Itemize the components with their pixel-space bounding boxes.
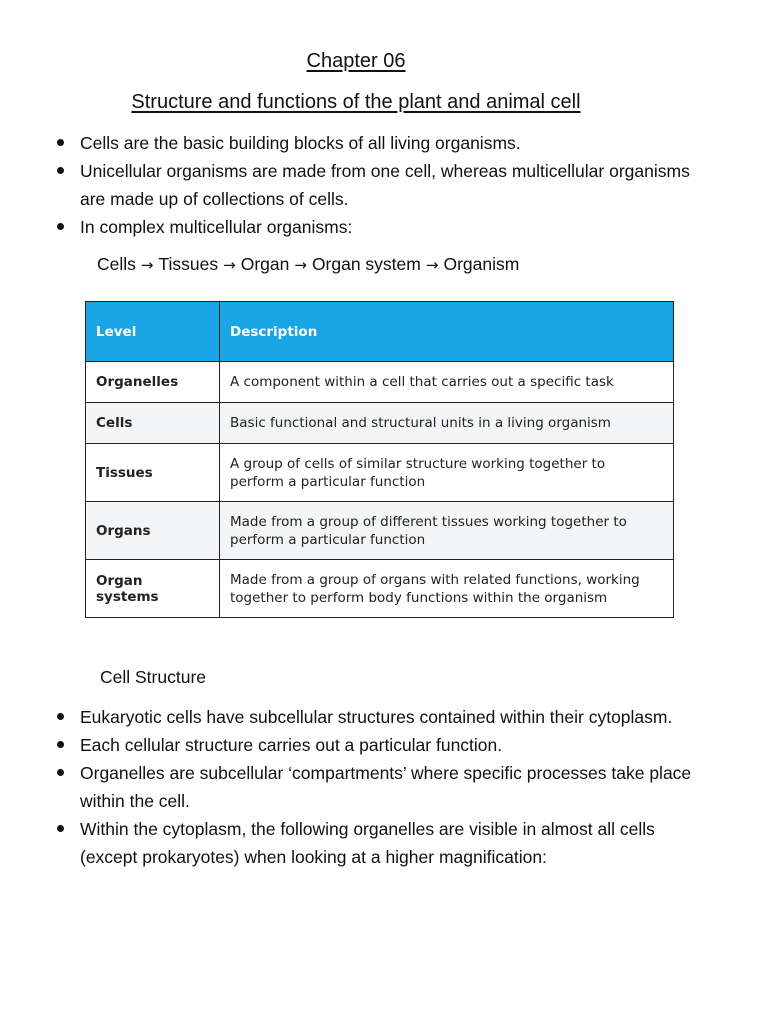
column-header-level: Level <box>86 302 220 362</box>
flow-step: Cells <box>97 254 136 274</box>
table-header-row <box>86 302 674 362</box>
bullet-icon <box>57 139 64 146</box>
arrow-right-icon: → <box>223 256 236 274</box>
arrow-right-icon: → <box>140 256 154 274</box>
description-cell: A component within a cell that carries out a specific task <box>220 362 674 403</box>
list-item: In complex multicellular organisms: <box>55 213 695 241</box>
level-cell: Cells <box>86 403 220 444</box>
level-cell: Organelles <box>86 362 220 403</box>
list-item: Within the cytoplasm, the following organelles are visible in almost all cells (except prokaryotes) when looking at a higher magnification: <box>55 815 695 871</box>
table-row <box>86 560 674 618</box>
description-cell: A group of cells of similar structure working together to perform a particular function <box>220 444 674 502</box>
level-cell: Tissues <box>86 444 220 502</box>
table-row <box>86 403 674 444</box>
section-heading: Cell Structure <box>100 667 207 687</box>
flow-step: Organ system <box>311 254 421 274</box>
arrow-right-icon: → <box>294 256 307 274</box>
cell-structure-bullet-list <box>55 703 695 871</box>
table-row <box>86 444 674 502</box>
chapter-heading: Chapter 06 <box>306 50 406 72</box>
description-cell: Made from a group of different tissues working together to perform a particular function <box>220 502 674 560</box>
description-cell: Basic functional and structural units in a living organism <box>220 403 674 444</box>
levels-table <box>85 301 674 618</box>
bullet-icon <box>57 825 64 832</box>
bullet-icon <box>57 713 64 720</box>
flow-step: Organism <box>443 254 520 274</box>
column-header-description: Description <box>220 302 674 362</box>
list-item: Eukaryotic cells have subcellular structures contained within their cytoplasm. <box>55 703 695 731</box>
bullet-icon <box>57 741 64 748</box>
table-row <box>86 502 674 560</box>
bullet-icon <box>57 167 64 174</box>
hierarchy-flow <box>97 250 519 279</box>
table-row <box>86 362 674 403</box>
page-title: Structure and functions of the plant and animal cell <box>131 91 581 113</box>
description-cell: Made from a group of organs with related functions, working together to perform body functions within the organism <box>220 560 674 618</box>
bullet-icon <box>57 769 64 776</box>
list-item: Unicellular organisms are made from one cell, whereas multicellular organisms are made up of collections of cells. <box>55 157 695 213</box>
intro-bullet-list <box>55 129 695 241</box>
bullet-icon <box>57 223 64 230</box>
level-cell: Organs <box>86 502 220 560</box>
arrow-right-icon: → <box>425 256 439 274</box>
level-cell: Organ systems <box>86 560 220 618</box>
list-item: Cells are the basic building blocks of all living organisms. <box>55 129 695 157</box>
list-item: Organelles are subcellular ‘compartments’ where specific processes take place within the cell. <box>55 759 695 815</box>
flow-step: Organ <box>240 254 290 274</box>
list-item: Each cellular structure carries out a particular function. <box>55 731 695 759</box>
flow-step: Tissues <box>158 254 219 274</box>
